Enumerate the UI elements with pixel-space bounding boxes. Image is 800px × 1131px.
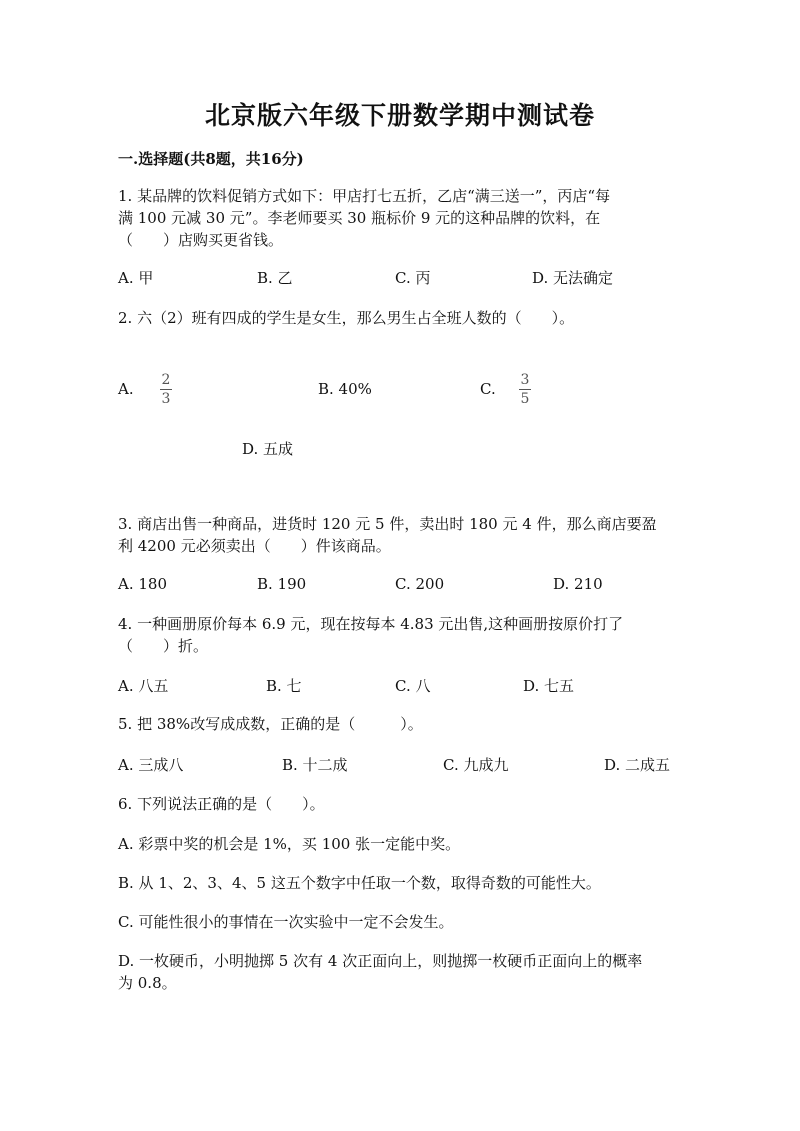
q1-option-c: C. 丙 [395,269,431,287]
q1-option-d: D. 无法确定 [532,269,614,287]
fraction-bar [519,389,531,390]
q2-fraction-a-numerator: 2 [161,372,171,388]
q4-line-1: 4. 一种画册原价每本 6.9 元，现在按每本 4.83 元出售,这种画册按原价打了 [118,615,624,633]
q5-option-c: C. 九成九 [443,756,509,774]
q4-option-c: C. 八 [395,677,431,695]
q3-option-b: B. 190 [257,575,307,593]
q6-option-b: B. 从 1、2、3、4、5 这五个数字中任取一个数，取得奇数的可能性大。 [118,874,601,892]
q5-option-d: D. 二成五 [604,756,671,774]
q3-line-2: 利 4200 元必须卖出（ ）件该商品。 [118,537,391,555]
q3-option-a: A. 180 [118,575,167,593]
fraction-bar [160,389,172,390]
q4-option-a: A. 八五 [118,677,169,695]
q6-option-d-line-2: 为 0.8。 [118,974,177,992]
q1-line-3: （ ）店购买更省钱。 [118,231,284,249]
page-title: 北京版六年级下册数学期中测试卷 [204,101,595,130]
q3-line-1: 3. 商店出售一种商品，进货时 120 元 5 件，卖出时 180 元 4 件，那么商店要盈 [118,515,657,533]
q2-fraction-c [519,373,531,406]
q2-option-a: A. [118,380,134,398]
q2-fraction-c-numerator: 3 [520,372,530,388]
q1-line-2: 满 100 元减 30 元”。李老师要买 30 瓶标价 9 元的这种品牌的饮料，在 [118,209,601,227]
q6-line: 6. 下列说法正确的是（ ）。 [118,795,325,813]
q2-fraction-a [160,373,172,406]
q4-option-b: B. 七 [266,677,302,695]
q2-line: 2. 六（2）班有四成的学生是女生，那么男生占全班人数的（ ）。 [118,309,575,327]
q4-line-2: （ ）折。 [118,637,209,655]
q3-option-d: D. 210 [553,575,603,593]
q5-option-b: B. 十二成 [282,756,348,774]
q6-option-c: C. 可能性很小的事情在一次实验中一定不会发生。 [118,913,454,931]
q2-fraction-c-denominator: 5 [520,391,530,407]
q2-fraction-a-denominator: 3 [161,391,171,407]
q1-line-1: 1. 某品牌的饮料促销方式如下：甲店打七五折，乙店“满三送一”，丙店“每 [118,187,611,205]
q1-option-b: B. 乙 [257,269,293,287]
q1-option-a: A. 甲 [118,269,154,287]
section-heading: 一.选择题(共8题，共16分) [118,150,304,168]
q6-option-d-line-1: D. 一枚硬币，小明抛掷 5 次有 4 次正面向上，则抛掷一枚硬币正面向上的概率 [118,952,643,970]
q6-option-a: A. 彩票中奖的机会是 1%，买 100 张一定能中奖。 [118,835,461,853]
q2-option-d: D. 五成 [242,440,294,458]
q3-option-c: C. 200 [395,575,445,593]
q2-option-b: B. 40% [318,380,372,398]
q4-option-d: D. 七五 [523,677,575,695]
q5-line: 5. 把 38%改写成成数，正确的是（ ）。 [118,715,423,733]
q2-option-c: C. [480,380,496,398]
q5-option-a: A. 三成八 [118,756,184,774]
